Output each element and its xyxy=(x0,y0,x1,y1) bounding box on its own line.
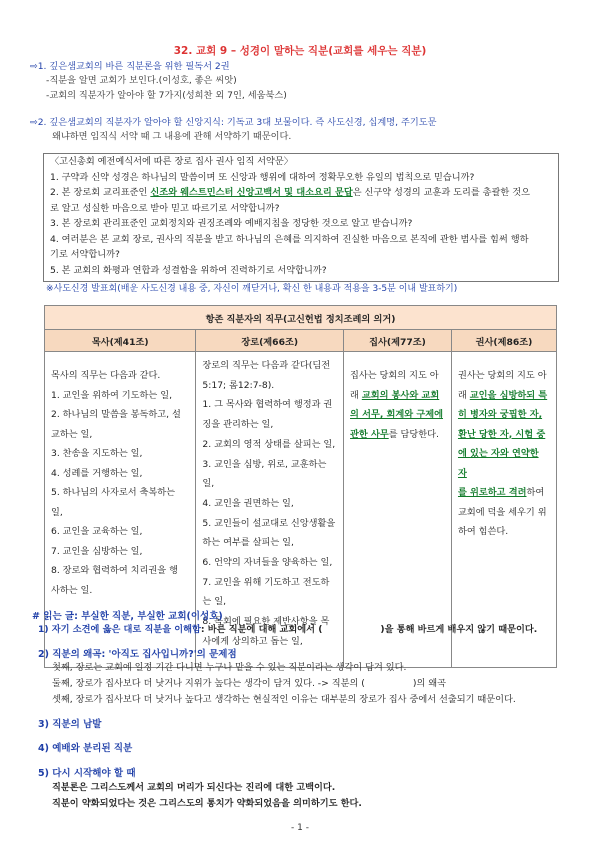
list-item: 6. 교인을 교육하는 일, xyxy=(51,526,143,537)
reading-point-4: 4) 예배와 분리된 직분 xyxy=(38,743,133,754)
kwonsa-line-1: 권사는 당회의 지도 아 xyxy=(457,370,547,381)
reading-point-5-line-2: 직분이 약화되었다는 것은 그리스도의 통치가 약화되었음을 의미하기도 한다. xyxy=(52,798,362,809)
oath-item-2-cont: 로 알고 성실한 마음으로 받아 믿고 따르기로 서약합니까? xyxy=(50,202,280,214)
list-item: 7. 교인을 위해 기도하고 전도하 xyxy=(202,576,330,588)
kwonsa-line-7: 교회에 덕을 세우기 위 xyxy=(457,506,547,518)
oath-item-4-cont: 기로 서약합니까? xyxy=(50,249,120,260)
list-item: 1. 그 목사와 협력하여 행정과 권 xyxy=(202,399,333,411)
reading-point-2: 2) 직분의 왜곡: '아직도 집사입니까?'의 문제점 xyxy=(38,649,237,660)
oath-box xyxy=(43,153,559,282)
kwonsa-highlight-2: 히 병자와 궁핍한 자, xyxy=(457,409,543,420)
reading-point-5: 5) 다시 시작해야 할 때 xyxy=(38,768,136,779)
kwonsa-cell xyxy=(451,352,556,668)
list-item: 하는 여부를 살피는 일, xyxy=(202,537,294,549)
col-pastor: 목사(제41조) xyxy=(45,330,196,352)
list-item: 5:17; 롬12:7-8). xyxy=(202,379,275,391)
section1-line-1: -직분을 알면 교회가 보인다.(이성호, 좋은 씨앗) xyxy=(46,75,237,86)
reading-point-2-line-2: 둘째, 장로가 집사보다 더 낫거나 지위가 높다는 생각이 담겨 있다. -> 직분의 ( )의 왜곡 xyxy=(52,678,447,689)
list-item: 5. 하나님의 사자로서 축복하는 일, xyxy=(51,487,176,518)
oath-item-1: 1. 구약과 신약 성경은 하나님의 말씀이며 또 신앙과 행위에 대하여 정확무오한 유일의 법칙으로 믿습니까? xyxy=(50,171,475,183)
list-item: 는 일, xyxy=(202,596,226,608)
list-item: 징을 관리하는 일, xyxy=(202,419,274,431)
list-item: 3. 찬송을 지도하는 일, xyxy=(51,448,143,459)
list-item: 2. 하나님의 말씀을 봉독하고, 설 xyxy=(51,409,181,420)
reading-point-3: 3) 직분의 남발 xyxy=(38,719,102,730)
col-kwonsa: 권사(제86조) xyxy=(451,330,556,352)
list-item: 7. 교인을 심방하는 일, xyxy=(51,545,143,557)
section1-heading: ⇨1. 깊은샘교회의 바른 직분론을 위한 필독서 2권 xyxy=(30,61,230,72)
oath-item-4: 4. 여러분은 본 교회 장로, 권사의 직분을 받고 하나님의 은혜를 의지하여 진실한 마음으로 본직에 관한 범사를 힘써 행하 xyxy=(50,233,529,245)
list-item: 2. 교회의 영적 상태를 살피는 일, xyxy=(202,438,336,450)
deacon-highlight-1: 교회의 봉사와 교회 xyxy=(361,389,440,401)
kwonsa-highlight-4: 에 있는 자와 연약한 자 xyxy=(457,448,539,479)
kwonsa-highlight-3: 환난 당한 자, 시험 중 xyxy=(457,428,546,440)
list-item: 6. 언약의 자녀들을 양육하는 일, xyxy=(202,557,333,569)
kwonsa-line-6: 를 위로하고 격려하여 xyxy=(457,487,545,498)
deacon-cell xyxy=(344,352,452,668)
duty-table-title: 항존 직분자의 직무(고신헌법 정치조례의 의거) xyxy=(45,306,557,330)
deacon-highlight-3: 관한 사무 xyxy=(350,428,389,440)
oath-item-2-highlight: 신조와 웨스트민스터 신앙고백서 및 대소요리 문답 xyxy=(150,187,353,198)
oath-item-2a: 2. 본 장로회 교리표준인 xyxy=(50,187,151,198)
deacon-line-2: 래 교회의 봉사와 교회 xyxy=(350,389,440,401)
list-item: 8. 장로와 협력하여 치리권을 행 xyxy=(51,565,178,576)
oath-item-2c: 은 신구약 성경의 교훈과 도리를 총괄한 것으 xyxy=(352,187,530,198)
page-number: - 1 - xyxy=(291,823,309,833)
reading-point-2-line-3: 셋째, 장로가 집사보다 더 낫거나 높다고 생각하는 현실적인 이유는 대부분의 장로가 집사 중에서 선출되기 때문이다. xyxy=(52,694,516,705)
col-elder: 장로(제66조) xyxy=(196,330,344,352)
list-item: 3. 교인을 심방, 위로, 교훈하는 일, xyxy=(202,458,327,490)
reading-point-2-line-1: 첫째, 장로는 교회에 일정 기간 다니면 누구나 맡을 수 있는 직분이라는 생각이 담겨 있다. xyxy=(52,662,407,673)
section2-heading: ⇨2. 깊은샘교회의 직분자가 알아야 할 신앙지식: 기독교 3대 보물이다. 즉 사도신경, 십계명, 주기도문 xyxy=(30,117,437,128)
oath-item-5: 5. 본 교회의 화평과 연합과 성결함을 위하여 진력하기로 서약합니까? xyxy=(50,264,327,276)
section2-line-2: 왜냐하면 임직식 서약 때 그 내용에 관해 서약하기 때문이다. xyxy=(52,131,292,142)
list-item: 목사의 직무는 다음과 같다. xyxy=(51,370,161,381)
document-title: 32. 교회 9 – 성경이 말하는 직분(교회를 세우는 직분) xyxy=(173,45,427,57)
list-item: 5. 교인들이 설교대로 신앙생활을 xyxy=(202,517,336,529)
apostles-creed-note: ※사도신경 발표회(배운 사도신경 내용 중, 자신이 깨닫거나, 확신 한 내용과 적용을 3-5분 이내 발표하기) xyxy=(46,284,458,294)
list-item: 8. 목회에 필요한 제반사항을 목 xyxy=(202,616,330,628)
kwonsa-line-2: 래 교인을 심방하되 특 xyxy=(457,389,548,401)
list-item: 사하는 일. xyxy=(51,584,93,596)
kwonsa-line-8: 하여 힘쓴다. xyxy=(457,526,509,537)
list-item: 사에게 상의하고 돕는 일, xyxy=(202,635,303,647)
oath-item-2 xyxy=(44,185,558,201)
deacon-highlight-2: 의 서무, 회계와 구제에 xyxy=(350,409,443,420)
oath-item-3: 3. 본 장로회 관리표준인 교회정치와 권징조례와 예배지침을 정당한 것으로 알고 받습니까? xyxy=(50,218,413,229)
reading-point-1: 1) 자기 소견에 옳은 대로 직분을 이해함: 바른 직분에 대해 교회에서 ( )을 통해 바르게 배우지 않기 때문이다. xyxy=(38,624,538,635)
list-item: 4. 성례를 거행하는 일, xyxy=(51,467,143,479)
section1-line-2: -교회의 직분자가 알아야 할 7가지(성희찬 외 7인, 세움북스) xyxy=(46,90,287,101)
list-item: 4. 교인을 권면하는 일, xyxy=(202,497,294,509)
reading-heading: # 읽는 글: 부실한 직분, 부실한 교회(이성호) xyxy=(32,611,223,622)
reading-point-5-line-1: 직분론은 그리스도께서 교회의 머리가 되신다는 진리에 대한 고백이다. xyxy=(52,782,336,793)
oath-box-header: 〈고신총회 예전예식서에 따른 장로 집사 권사 임직 서약문〉 xyxy=(50,156,293,167)
deacon-line-4: 관한 사무를 담당한다. xyxy=(350,428,439,440)
col-deacon: 집사(제77조) xyxy=(344,330,452,352)
list-item: 교하는 일, xyxy=(51,428,93,440)
kwonsa-highlight-1: 교인을 심방하되 특 xyxy=(469,389,548,401)
deacon-line-1: 집사는 당회의 지도 아 xyxy=(350,370,439,381)
list-item: 1. 교인을 위하여 기도하는 일, xyxy=(51,389,172,401)
list-item: 장로의 직무는 다음과 같다(딤전 xyxy=(202,360,331,371)
kwonsa-highlight-5: 를 위로하고 격려 xyxy=(457,487,527,498)
